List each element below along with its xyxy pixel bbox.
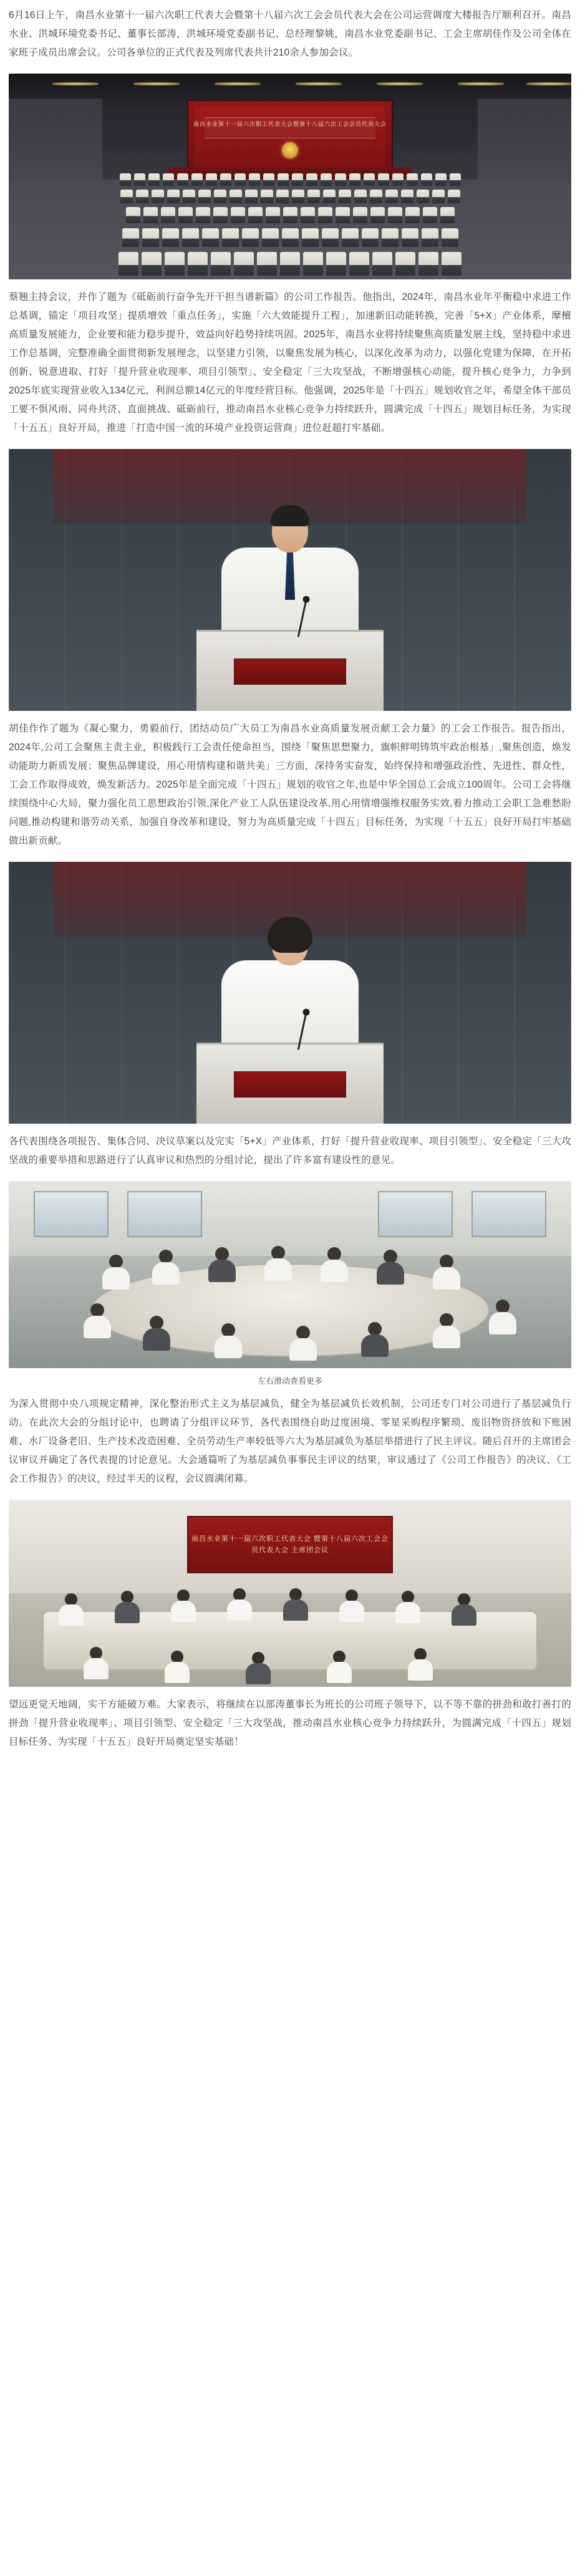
participant [84, 1303, 111, 1339]
participant [289, 1326, 317, 1362]
window [378, 1191, 453, 1237]
participant [264, 1246, 292, 1282]
photo-group-discussion [9, 1181, 571, 1368]
photo-presidium-meeting [9, 1500, 571, 1687]
participant [339, 1589, 364, 1623]
photo-conference-hall [9, 74, 571, 279]
photo-conference-hall-block [9, 74, 571, 279]
participant [408, 1648, 433, 1682]
paragraph-1: 6月16日上午，南昌水业第十一届六次职工代表大会暨第十八届六次工会会员代表大会在公司运营调度大楼报告厅顺利召开。南昌水业、洪城环境党委书记、董事长部涛，洪城环境党委副书记、总经理黎姚，南昌水业党委副书记、工会主席胡佳作及公司全体在家班子成员出席会议。公司各单位的正式代表及列席代表共计210余人参加会议。 [9, 10, 571, 58]
participant [115, 1591, 140, 1624]
participant [152, 1250, 180, 1286]
participant [215, 1323, 242, 1359]
participant [361, 1322, 389, 1358]
paragraph-6: 望远更觉天地阔，实干方能破万难。大家表示，将继续在以部涛董事长为班长的公司班子领导下，以不等不靠的拼劲和敢打善打的拼劲「提升营业收现率」、项目引领型、安全稳定「三大攻坚战，推动南昌水业核心竞争力持续跃升，为圆满完成「十四五」规划目标任务、为实现「十五五」良好开局奠定坚实基础！ [9, 1699, 571, 1747]
podium-plate [234, 1071, 346, 1097]
meeting-banner [187, 1516, 393, 1573]
participant [433, 1313, 460, 1349]
participant [246, 1652, 271, 1686]
union-emblem-icon [282, 142, 298, 158]
photo-female-speaker [9, 862, 571, 1124]
participant [433, 1255, 460, 1291]
paragraph-3: 胡佳作作了题为《凝心聚力，勇毅前行，团结动员广大员工为南昌水业高质量发展贡献工会力量》的工会工作报告。报告指出，2024年,公司工会聚焦主责主业，积极践行工会责任使命担当，围绕「聚焦思想聚力，旗帜鲜明铸筑牢政治根基」,聚焦创造，焕发动能助力新质发展；聚焦品牌建设，用心用情构建和谐共美」三方面，深持务实奋发，始终保持和增强政治性、先进性、群众性，工会工作取得成效，焕发新活力。2025年是全面完成「十四五」规划的收官之年,也是中华全国总工会成立100周年。公司工会将继续围绕中心大局，聚力强化员工思想政治引领,深化产业工人队伍建设改革,用心用情增强维权服务实效,着力推动工会职工急难愁盼问题,推动构建和谐劳动关系，加强自身改革和建设，努力为高质量完成「十四五」目标任务，为实现「十五五」良好开局打牢基础做出新贡献。 [9, 723, 571, 846]
participant [171, 1589, 196, 1623]
participant [208, 1247, 236, 1283]
meeting-banner-text: 南昌水业第十一届六次职工代表大会 暨第十八届六次工会会员代表大会 主席团会议 [191, 1535, 389, 1554]
photo-female-speaker-block [9, 862, 571, 1124]
paragraph-4: 各代表围绕各项报告、集体合同、决议草案以及完实「5+X」产业体系，打好「提升营业收现率、项目引领型」、安全稳定「三大攻坚战的重要举措和思路进行了认真审议和热烈的分组讨论，提出了许多富有建设性的意见。 [9, 1136, 571, 1165]
participant [327, 1651, 352, 1684]
audience-seats [9, 170, 571, 279]
participant [84, 1647, 109, 1681]
photo-male-speaker-block [9, 449, 571, 711]
window [34, 1191, 109, 1237]
paragraph-2: 蔡翘主持会议，并作了题为《砥砺前行奋争先开干担当谱新篇》的公司工作报告。他指出，2024年，南昌水业年平衡稳中求进工作总基调，锚定「项目攻坚」提质增效「重点任务」，实施「六大效能提升工程」，加速新旧动能转换，完善「5+X」产业体系，摩檀高质量发展能力，企业要和能力稳步提升，效益向好趋势持续巩固。2025年，南昌水业将持续聚焦高质量发展主线，坚持稳中求进工作总基调，完整准确全面贯彻新发展理念，以坚建力引领，以聚焦发展为核心，以深化改革为动力，以强化党建为保障，在开拓创新、锐意进取、打好「提升营业收现率、项目引领型」、安全稳定「三大攻坚战，不断增强核心动能，提升核心竞争力，力争到2025年底实现营业收入134亿元，利润总额14亿元的年度经营目标。他强调，2025年是「十四五」规划收官之年，希望全体干部员工要不惧风雨、同舟共济、直面挑战、砥砺前行，推动南昌水业核心竞争力持续跃升，圆满完成「十四五」规划目标任务，为实现「十五五」良好开局，推进「打造中国一流的环境产业投资运营商」进位赶超打牢基础。 [9, 292, 571, 433]
photo-male-speaker [9, 449, 571, 711]
speaker-hair [268, 917, 312, 953]
stage-banner-text: 南昌水业第十一届六次职工代表大会暨第十八届六次工会会员代表大会 [193, 121, 387, 127]
participant [59, 1593, 84, 1627]
window [127, 1191, 202, 1237]
participant [489, 1300, 516, 1336]
participant [143, 1316, 170, 1352]
participant [377, 1250, 404, 1286]
participant [102, 1255, 130, 1291]
podium [196, 630, 384, 711]
photo-caption: 左右滑动查看更多 [257, 1376, 322, 1386]
participant [395, 1591, 420, 1624]
participant [321, 1247, 348, 1283]
window [471, 1191, 546, 1237]
participant [452, 1593, 476, 1627]
podium [196, 1043, 384, 1124]
paragraph-5: 为深入贯彻中央八项规定精神，深化整治形式主义为基层减负，健全为基层减负长效机制，公司还专门对公司进行了基层减负行动。在此次大会的分组讨论中，也聘请了分组评议环节，各代表围绕自助过度困境、零星采购程序繁琐、废旧物资挤放和下账困难、水厂设备老旧、生产技术改造困难、全员劳动生产率较低等六大为基层减负为基层举措进行了民主评议。随后召开的主席团会议审议并确定了各代表提的讨论意见。大会通篇听了为基层减负事事民主评议的结果，审议通过了《公司工作报告》的决议、《工会工作报告》的决议，经过半天的议程，会议圆满闭幕。 [9, 1399, 571, 1484]
podium-plate [234, 658, 346, 685]
speaker-body [221, 960, 359, 1054]
participant [165, 1651, 190, 1684]
photo-presidium-meeting-block [9, 1500, 571, 1687]
participant [283, 1588, 308, 1622]
stage-backdrop [187, 100, 393, 175]
photo-group-discussion-block [9, 1181, 571, 1386]
participant [227, 1588, 252, 1622]
